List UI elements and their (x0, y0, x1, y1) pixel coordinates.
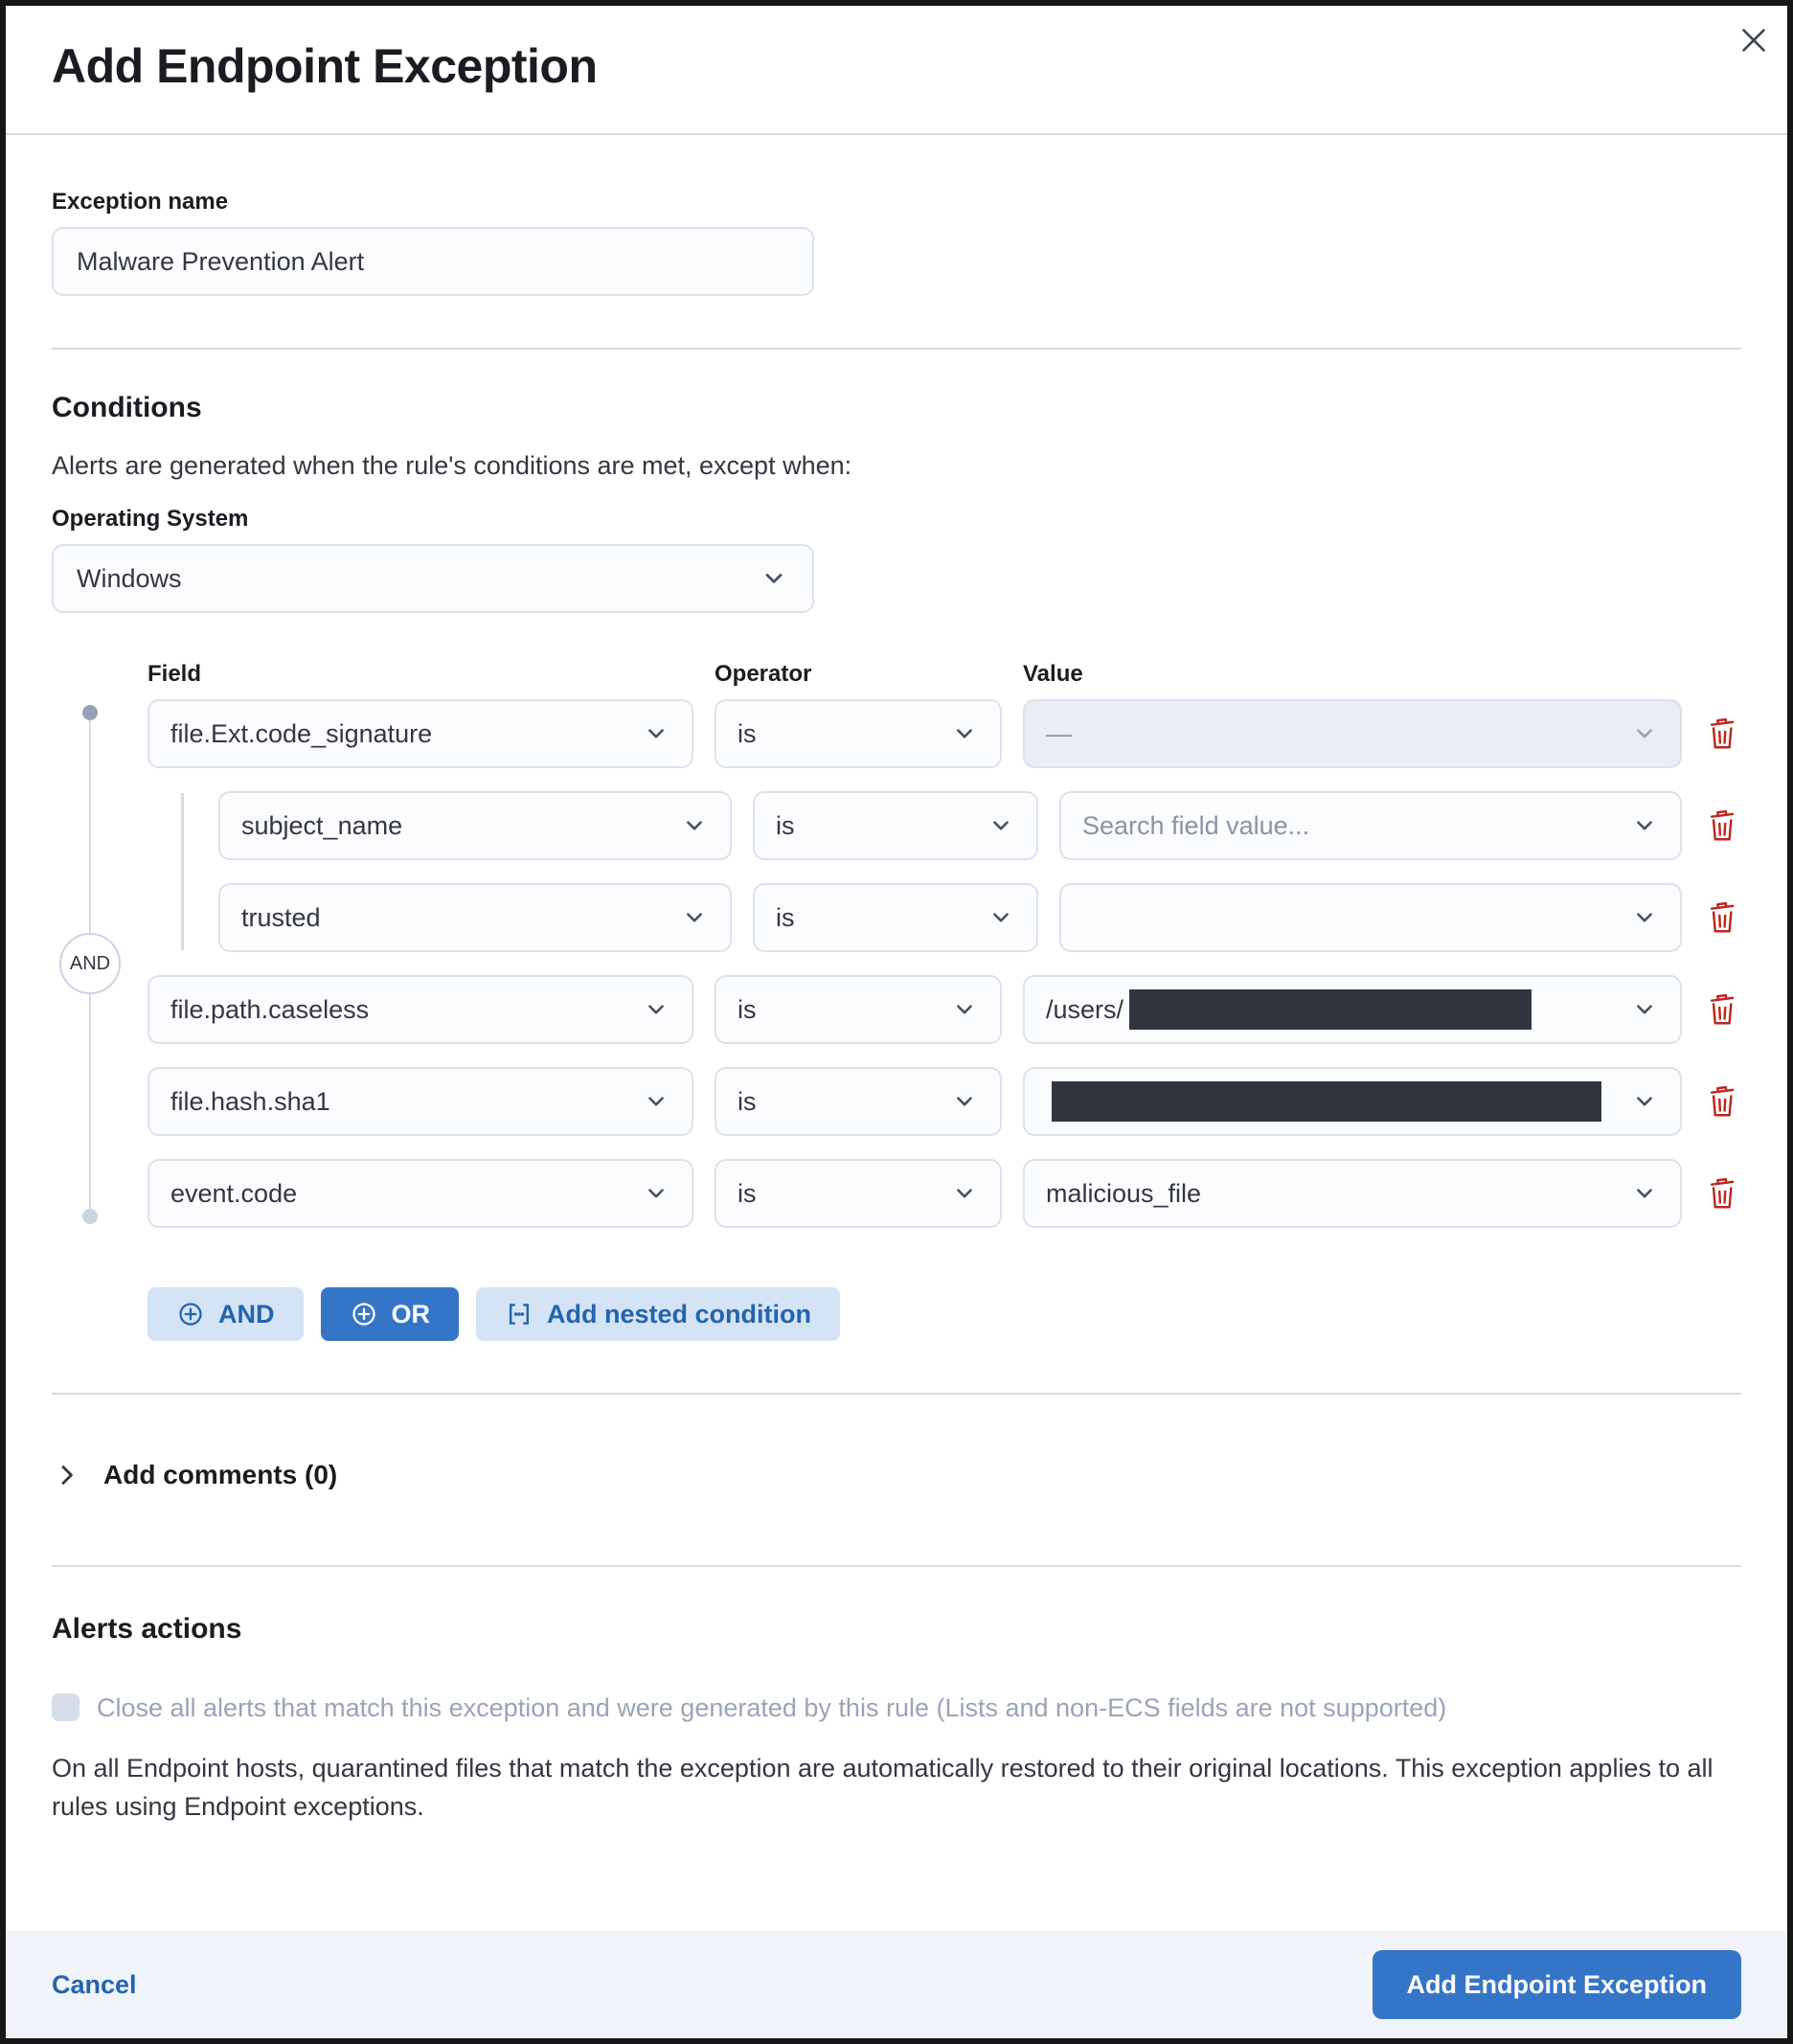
condition-row (148, 975, 1741, 1044)
chevron-down-icon (1630, 995, 1659, 1024)
modal-footer (6, 1931, 1787, 2038)
redacted-value (1129, 989, 1532, 1030)
chevron-down-icon (642, 719, 670, 748)
field-select[interactable] (218, 883, 732, 952)
condition-row (148, 699, 1741, 768)
value-combo[interactable] (1023, 975, 1682, 1044)
field-select[interactable] (148, 1067, 693, 1136)
condition-row (218, 883, 1741, 952)
chevron-down-icon (950, 1087, 979, 1116)
field-select-value: file.path.caseless (170, 994, 370, 1024)
divider (52, 1565, 1741, 1567)
operator-select[interactable] (715, 699, 1002, 768)
condition-row (218, 791, 1741, 860)
operator-select[interactable] (753, 883, 1038, 952)
operator-select[interactable] (715, 1067, 1002, 1136)
value-combo[interactable] (1023, 1159, 1682, 1228)
modal-header (6, 6, 1787, 135)
value-combo-value: /users/ (1046, 994, 1124, 1024)
field-select[interactable] (218, 791, 732, 860)
chevron-down-icon (642, 1179, 670, 1208)
chevron-down-icon (1630, 1087, 1659, 1116)
endpoint-restore-note: On all Endpoint hosts, quarantined files that match the exception are automatically restored to their original locations. This exception applies to all rules using Endpoint exceptions. (52, 1754, 1714, 1821)
trash-icon (1706, 991, 1738, 1028)
value-combo-value: Search field value... (1082, 810, 1310, 840)
os-select[interactable] (52, 544, 814, 613)
operator-select-value: is (738, 994, 757, 1024)
delete-condition-button[interactable] (1703, 1171, 1741, 1215)
exception-name-input[interactable] (52, 227, 814, 296)
operator-select-value: is (738, 1178, 757, 1208)
operator-column-header: Operator (715, 661, 812, 687)
divider (52, 348, 1741, 350)
trash-icon (1706, 899, 1738, 936)
exception-name-label: Exception name (52, 189, 229, 215)
condition-column-headers (52, 661, 1741, 688)
trash-icon (1706, 715, 1738, 752)
operator-select-value: is (776, 902, 795, 932)
alerts-actions-heading: Alerts actions (52, 1613, 242, 1645)
field-select[interactable] (148, 1159, 693, 1228)
value-combo-value: — (1046, 718, 1072, 748)
value-combo[interactable] (1059, 883, 1682, 952)
condition-row (148, 1159, 1741, 1228)
chevron-down-icon (1630, 1179, 1659, 1208)
add-or-button[interactable] (321, 1287, 460, 1341)
connector-top-dot (82, 705, 98, 720)
delete-condition-button[interactable] (1703, 1079, 1741, 1124)
chevron-down-icon (1630, 811, 1659, 840)
and-connector-badge: AND (59, 933, 121, 994)
chevron-down-icon (950, 1179, 979, 1208)
chevron-down-icon (987, 811, 1015, 840)
conditions-description: Alerts are generated when the rule's conditions are met, except when: (52, 451, 852, 480)
conditions-heading: Conditions (52, 392, 202, 423)
operator-select-value: is (738, 1086, 757, 1116)
close-alerts-checkbox[interactable] (52, 1693, 79, 1721)
add-nested-condition-button[interactable] (476, 1287, 840, 1341)
plus-circle-icon (176, 1300, 205, 1329)
chevron-down-icon (950, 719, 979, 748)
chevron-right-icon (52, 1460, 82, 1490)
modal-title: Add Endpoint Exception (52, 39, 598, 93)
connector-bottom-dot (82, 1209, 98, 1224)
divider (52, 1393, 1741, 1395)
add-and-button[interactable] (148, 1287, 304, 1341)
add-and-label: AND (218, 1299, 275, 1329)
value-column-header: Value (1023, 661, 1083, 687)
operator-select-value: is (738, 718, 757, 748)
condition-buttons (148, 1287, 1741, 1341)
field-select[interactable] (148, 699, 693, 768)
condition-row (148, 1067, 1741, 1136)
cancel-button[interactable]: Cancel (52, 1969, 137, 1999)
delete-condition-button[interactable] (1703, 988, 1741, 1032)
value-combo[interactable] (1059, 791, 1682, 860)
field-select[interactable] (148, 975, 693, 1044)
add-or-label: OR (391, 1299, 430, 1329)
condition-builder (52, 699, 1741, 1228)
close-icon (1736, 22, 1772, 58)
value-combo[interactable] (1023, 699, 1682, 768)
chevron-down-icon (680, 811, 709, 840)
delete-condition-button[interactable] (1703, 896, 1741, 940)
nested-icon (505, 1300, 533, 1329)
operator-select[interactable] (715, 975, 1002, 1044)
add-comments-label: Add comments (0) (103, 1460, 338, 1489)
field-select-value: file.Ext.code_signature (170, 718, 433, 748)
value-combo-value: malicious_file (1046, 1178, 1202, 1208)
trash-icon (1706, 1083, 1738, 1120)
redacted-value (1052, 1081, 1601, 1122)
chevron-down-icon (1630, 903, 1659, 932)
field-select-value: file.hash.sha1 (170, 1086, 330, 1116)
field-column-header: Field (148, 661, 202, 687)
delete-condition-button[interactable] (1703, 804, 1741, 848)
condition-rows (148, 699, 1741, 1228)
chevron-down-icon (642, 1087, 670, 1116)
field-select-value: event.code (170, 1178, 298, 1208)
chevron-down-icon (1630, 719, 1659, 748)
modal-body (6, 135, 1787, 1931)
add-comments-toggle[interactable] (52, 1460, 1741, 1490)
value-combo[interactable] (1023, 1067, 1682, 1136)
delete-condition-button[interactable] (1703, 712, 1741, 756)
field-select-value: trusted (241, 902, 321, 932)
plus-circle-icon (350, 1300, 378, 1329)
add-nested-condition-label: Add nested condition (547, 1299, 811, 1329)
close-button[interactable] (1733, 19, 1775, 61)
trash-icon (1706, 807, 1738, 844)
chevron-down-icon (950, 995, 979, 1024)
close-alerts-option (52, 1692, 1741, 1724)
operator-select-value: is (776, 810, 795, 840)
operator-select[interactable] (753, 791, 1038, 860)
chevron-down-icon (680, 903, 709, 932)
os-label: Operating System (52, 506, 249, 532)
close-alerts-checkbox-label: Close all alerts that match this exception and were generated by this rule (Lists and non-ECS fields are not supported) (97, 1693, 1447, 1722)
nested-condition-group (218, 791, 1741, 952)
chevron-down-icon (759, 563, 789, 594)
os-select-value: Windows (77, 563, 182, 593)
chevron-down-icon (987, 903, 1015, 932)
add-endpoint-exception-button[interactable]: Add Endpoint Exception (1373, 1950, 1741, 2019)
chevron-down-icon (642, 995, 670, 1024)
trash-icon (1706, 1175, 1738, 1212)
operator-select[interactable] (715, 1159, 1002, 1228)
field-select-value: subject_name (241, 810, 403, 840)
